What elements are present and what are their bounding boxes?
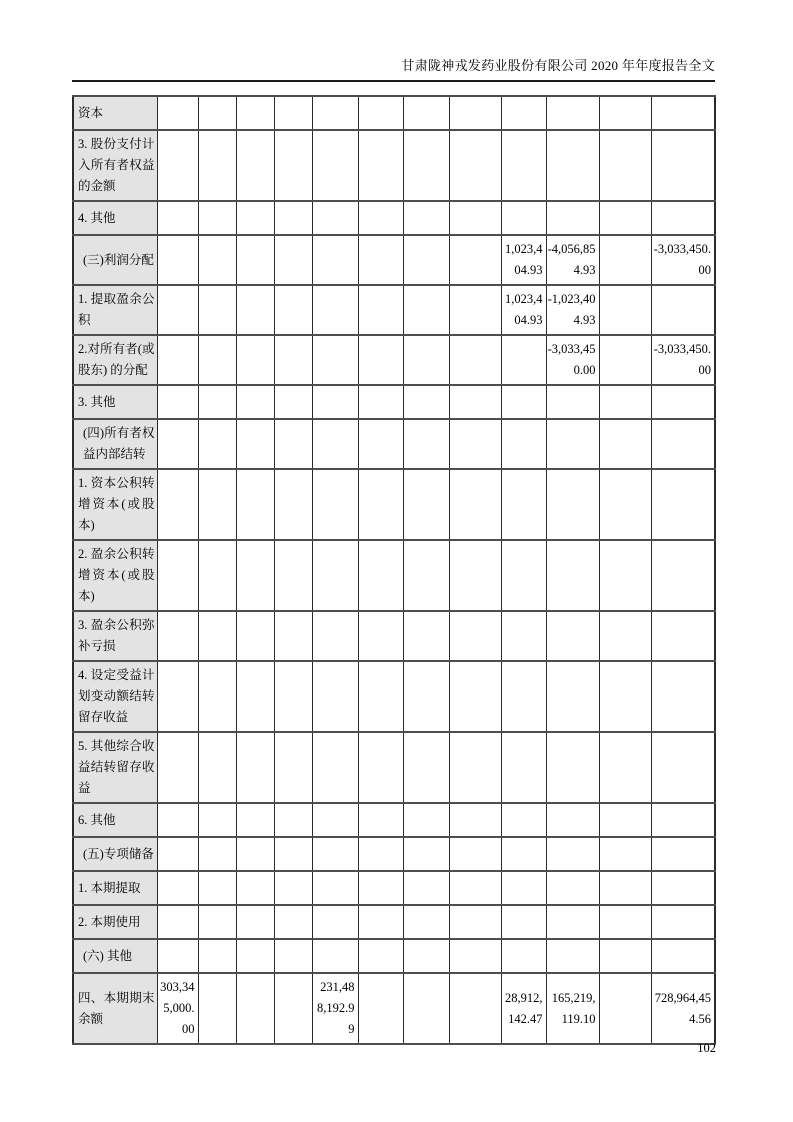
value-cell xyxy=(358,96,403,130)
value-cell xyxy=(651,905,715,939)
value-cell xyxy=(501,385,546,419)
value-cell xyxy=(157,939,198,973)
value-cell xyxy=(546,419,599,469)
value-cell xyxy=(236,661,274,732)
value-cell xyxy=(198,201,236,235)
value-cell xyxy=(403,939,449,973)
value-cell xyxy=(198,419,236,469)
value-cell xyxy=(449,611,501,661)
page-number: 102 xyxy=(697,1041,716,1055)
value-cell: 728,964,454.56 xyxy=(651,973,715,1044)
value-cell xyxy=(274,611,312,661)
value-cell xyxy=(546,905,599,939)
value-cell xyxy=(274,130,312,201)
value-cell xyxy=(236,285,274,335)
value-cell xyxy=(599,905,651,939)
value-cell xyxy=(198,803,236,837)
value-cell xyxy=(198,540,236,611)
value-cell xyxy=(651,871,715,905)
header-rule xyxy=(72,80,715,82)
value-cell: -1,023,404.93 xyxy=(546,285,599,335)
value-cell xyxy=(546,540,599,611)
table-row xyxy=(73,469,715,540)
row-label-cell: 1. 提取盈余公积 xyxy=(73,285,157,335)
value-cell xyxy=(358,419,403,469)
value-cell xyxy=(274,871,312,905)
value-cell xyxy=(198,96,236,130)
value-cell xyxy=(546,871,599,905)
value-cell xyxy=(449,540,501,611)
value-cell xyxy=(157,837,198,871)
value-cell xyxy=(157,419,198,469)
value-cell xyxy=(449,96,501,130)
table-row xyxy=(73,235,715,285)
value-cell xyxy=(157,803,198,837)
value-cell xyxy=(312,540,358,611)
value-cell xyxy=(358,335,403,385)
value-cell xyxy=(599,335,651,385)
value-cell xyxy=(157,732,198,803)
table-row xyxy=(73,803,715,837)
value-cell xyxy=(274,235,312,285)
value-cell: -4,056,854.93 xyxy=(546,235,599,285)
table-row xyxy=(73,661,715,732)
value-cell: 231,488,192.99 xyxy=(312,973,358,1044)
value-cell xyxy=(157,661,198,732)
equity-table-body xyxy=(73,96,715,1044)
value-cell xyxy=(198,939,236,973)
value-cell xyxy=(449,201,501,235)
row-label-cell: (三)利润分配 xyxy=(73,235,157,285)
value-cell xyxy=(157,385,198,419)
value-cell xyxy=(312,419,358,469)
row-label-cell: 6. 其他 xyxy=(73,803,157,837)
value-cell xyxy=(501,871,546,905)
value-cell xyxy=(599,803,651,837)
value-cell xyxy=(198,235,236,285)
value-cell xyxy=(403,130,449,201)
value-cell xyxy=(651,611,715,661)
value-cell xyxy=(358,130,403,201)
row-label-cell: 5. 其他综合收益结转留存收益 xyxy=(73,732,157,803)
value-cell xyxy=(312,905,358,939)
value-cell xyxy=(449,385,501,419)
value-cell xyxy=(236,130,274,201)
value-cell: 1,023,404.93 xyxy=(501,285,546,335)
value-cell xyxy=(157,905,198,939)
row-label-cell: 3. 盈余公积弥补亏损 xyxy=(73,611,157,661)
value-cell: 303,345,000.00 xyxy=(157,973,198,1044)
value-cell xyxy=(274,939,312,973)
value-cell xyxy=(312,939,358,973)
value-cell xyxy=(358,611,403,661)
value-cell xyxy=(403,661,449,732)
value-cell xyxy=(651,732,715,803)
value-cell xyxy=(236,235,274,285)
value-cell xyxy=(358,661,403,732)
value-cell xyxy=(599,732,651,803)
value-cell xyxy=(651,96,715,130)
value-cell xyxy=(501,335,546,385)
value-cell xyxy=(546,837,599,871)
value-cell xyxy=(236,385,274,419)
row-label-cell: 2. 本期使用 xyxy=(73,905,157,939)
value-cell xyxy=(449,871,501,905)
value-cell xyxy=(157,130,198,201)
value-cell xyxy=(651,837,715,871)
value-cell xyxy=(501,939,546,973)
value-cell xyxy=(449,939,501,973)
value-cell xyxy=(198,385,236,419)
value-cell xyxy=(546,96,599,130)
value-cell xyxy=(449,661,501,732)
value-cell xyxy=(236,611,274,661)
value-cell xyxy=(198,611,236,661)
value-cell xyxy=(403,540,449,611)
value-cell xyxy=(501,130,546,201)
table-row xyxy=(73,732,715,803)
value-cell xyxy=(449,335,501,385)
value-cell xyxy=(274,973,312,1044)
value-cell xyxy=(599,96,651,130)
value-cell xyxy=(651,803,715,837)
value-cell xyxy=(312,837,358,871)
value-cell xyxy=(274,905,312,939)
value-cell xyxy=(546,469,599,540)
value-cell xyxy=(651,201,715,235)
value-cell xyxy=(501,803,546,837)
equity-change-table xyxy=(72,95,716,1045)
value-cell xyxy=(312,201,358,235)
value-cell xyxy=(198,130,236,201)
value-cell xyxy=(501,201,546,235)
row-label-cell: (六) 其他 xyxy=(73,939,157,973)
table-row xyxy=(73,385,715,419)
value-cell xyxy=(236,939,274,973)
value-cell xyxy=(236,419,274,469)
value-cell xyxy=(403,732,449,803)
value-cell xyxy=(651,661,715,732)
value-cell xyxy=(403,96,449,130)
table-row xyxy=(73,611,715,661)
table-row xyxy=(73,419,715,469)
value-cell: 28,912,142.47 xyxy=(501,973,546,1044)
value-cell xyxy=(403,285,449,335)
value-cell xyxy=(599,235,651,285)
value-cell xyxy=(546,385,599,419)
value-cell xyxy=(449,469,501,540)
value-cell: -3,033,450.00 xyxy=(546,335,599,385)
row-label-cell: 1. 资本公积转增资本(或股本) xyxy=(73,469,157,540)
value-cell xyxy=(312,335,358,385)
value-cell xyxy=(546,661,599,732)
value-cell xyxy=(599,469,651,540)
value-cell xyxy=(157,201,198,235)
table-row xyxy=(73,939,715,973)
value-cell xyxy=(449,837,501,871)
value-cell xyxy=(599,285,651,335)
table-row xyxy=(73,973,715,1044)
row-label-cell: 资本 xyxy=(73,96,157,130)
value-cell xyxy=(358,837,403,871)
value-cell xyxy=(358,201,403,235)
value-cell xyxy=(274,419,312,469)
value-cell xyxy=(501,905,546,939)
value-cell xyxy=(403,385,449,419)
value-cell xyxy=(198,837,236,871)
value-cell xyxy=(403,611,449,661)
value-cell xyxy=(651,285,715,335)
value-cell: 165,219,119.10 xyxy=(546,973,599,1044)
value-cell xyxy=(599,611,651,661)
value-cell xyxy=(403,973,449,1044)
value-cell xyxy=(236,803,274,837)
table-row xyxy=(73,96,715,130)
value-cell xyxy=(274,661,312,732)
report-header-title: 甘肃陇神戎发药业股份有限公司 2020 年年度报告全文 xyxy=(401,58,715,73)
value-cell xyxy=(358,469,403,540)
value-cell xyxy=(312,235,358,285)
value-cell xyxy=(312,130,358,201)
value-cell xyxy=(312,611,358,661)
value-cell xyxy=(501,419,546,469)
value-cell xyxy=(236,973,274,1044)
row-label-cell: 四、本期期末余额 xyxy=(73,973,157,1044)
value-cell xyxy=(599,837,651,871)
value-cell xyxy=(236,837,274,871)
value-cell xyxy=(403,469,449,540)
row-label-cell: 3. 股份支付计入所有者权益的金额 xyxy=(73,130,157,201)
value-cell xyxy=(449,905,501,939)
value-cell xyxy=(403,837,449,871)
value-cell xyxy=(546,611,599,661)
value-cell: -3,033,450.00 xyxy=(651,335,715,385)
value-cell xyxy=(274,540,312,611)
value-cell xyxy=(501,837,546,871)
table-row xyxy=(73,130,715,201)
value-cell xyxy=(236,732,274,803)
value-cell xyxy=(358,732,403,803)
value-cell xyxy=(236,540,274,611)
value-cell xyxy=(501,661,546,732)
value-cell xyxy=(236,905,274,939)
value-cell xyxy=(198,732,236,803)
value-cell xyxy=(501,540,546,611)
value-cell xyxy=(312,96,358,130)
value-cell xyxy=(198,973,236,1044)
table-row xyxy=(73,540,715,611)
row-label-cell: 3. 其他 xyxy=(73,385,157,419)
value-cell xyxy=(358,905,403,939)
table-row xyxy=(73,335,715,385)
row-label-cell: 4. 其他 xyxy=(73,201,157,235)
value-cell xyxy=(312,803,358,837)
value-cell xyxy=(236,469,274,540)
value-cell xyxy=(449,732,501,803)
value-cell xyxy=(312,661,358,732)
row-label-cell: 4. 设定受益计划变动额结转留存收益 xyxy=(73,661,157,732)
value-cell xyxy=(358,803,403,837)
value-cell xyxy=(358,540,403,611)
value-cell xyxy=(449,803,501,837)
value-cell xyxy=(449,130,501,201)
value-cell xyxy=(274,385,312,419)
value-cell xyxy=(501,732,546,803)
value-cell xyxy=(198,335,236,385)
value-cell xyxy=(403,335,449,385)
value-cell xyxy=(274,96,312,130)
value-cell xyxy=(157,335,198,385)
value-cell xyxy=(312,871,358,905)
value-cell xyxy=(198,469,236,540)
value-cell xyxy=(403,419,449,469)
value-cell xyxy=(274,285,312,335)
value-cell xyxy=(599,385,651,419)
value-cell xyxy=(546,732,599,803)
value-cell xyxy=(651,540,715,611)
value-cell xyxy=(358,235,403,285)
value-cell xyxy=(274,803,312,837)
value-cell xyxy=(546,201,599,235)
table-row xyxy=(73,905,715,939)
value-cell xyxy=(358,871,403,905)
value-cell xyxy=(358,939,403,973)
value-cell xyxy=(358,285,403,335)
table-row xyxy=(73,871,715,905)
table-row xyxy=(73,285,715,335)
row-label-cell: (五)专项储备 xyxy=(73,837,157,871)
value-cell xyxy=(546,939,599,973)
value-cell xyxy=(599,130,651,201)
value-cell xyxy=(599,939,651,973)
value-cell: -3,033,450.00 xyxy=(651,235,715,285)
value-cell xyxy=(403,235,449,285)
value-cell xyxy=(651,469,715,540)
value-cell xyxy=(157,96,198,130)
value-cell xyxy=(198,661,236,732)
value-cell xyxy=(236,871,274,905)
value-cell xyxy=(599,871,651,905)
value-cell xyxy=(599,661,651,732)
value-cell xyxy=(157,469,198,540)
value-cell xyxy=(651,130,715,201)
value-cell xyxy=(198,905,236,939)
value-cell xyxy=(236,335,274,385)
table-row xyxy=(73,837,715,871)
value-cell: 1,023,404.93 xyxy=(501,235,546,285)
value-cell xyxy=(157,540,198,611)
value-cell xyxy=(198,871,236,905)
value-cell xyxy=(501,611,546,661)
value-cell xyxy=(157,871,198,905)
value-cell xyxy=(501,469,546,540)
value-cell xyxy=(449,235,501,285)
value-cell xyxy=(274,201,312,235)
value-cell xyxy=(449,285,501,335)
value-cell xyxy=(501,96,546,130)
value-cell xyxy=(236,96,274,130)
value-cell xyxy=(403,803,449,837)
value-cell xyxy=(312,285,358,335)
table-row xyxy=(73,201,715,235)
value-cell xyxy=(358,973,403,1044)
value-cell xyxy=(157,285,198,335)
value-cell xyxy=(449,419,501,469)
value-cell xyxy=(403,201,449,235)
row-label-cell: 2. 盈余公积转增资本(或股本) xyxy=(73,540,157,611)
value-cell xyxy=(358,385,403,419)
row-label-cell: (四)所有者权益内部结转 xyxy=(73,419,157,469)
value-cell xyxy=(312,385,358,419)
value-cell xyxy=(236,201,274,235)
value-cell xyxy=(599,419,651,469)
value-cell xyxy=(274,732,312,803)
value-cell xyxy=(546,803,599,837)
value-cell xyxy=(599,540,651,611)
value-cell xyxy=(403,905,449,939)
value-cell xyxy=(157,235,198,285)
value-cell xyxy=(312,469,358,540)
value-cell xyxy=(157,611,198,661)
value-cell xyxy=(312,732,358,803)
value-cell xyxy=(651,419,715,469)
value-cell xyxy=(651,939,715,973)
value-cell xyxy=(403,871,449,905)
value-cell xyxy=(651,385,715,419)
value-cell xyxy=(274,837,312,871)
value-cell xyxy=(599,973,651,1044)
value-cell xyxy=(274,469,312,540)
value-cell xyxy=(449,973,501,1044)
value-cell xyxy=(274,335,312,385)
value-cell xyxy=(546,130,599,201)
value-cell xyxy=(599,201,651,235)
value-cell xyxy=(198,285,236,335)
row-label-cell: 1. 本期提取 xyxy=(73,871,157,905)
row-label-cell: 2.对所有者(或股东) 的分配 xyxy=(73,335,157,385)
